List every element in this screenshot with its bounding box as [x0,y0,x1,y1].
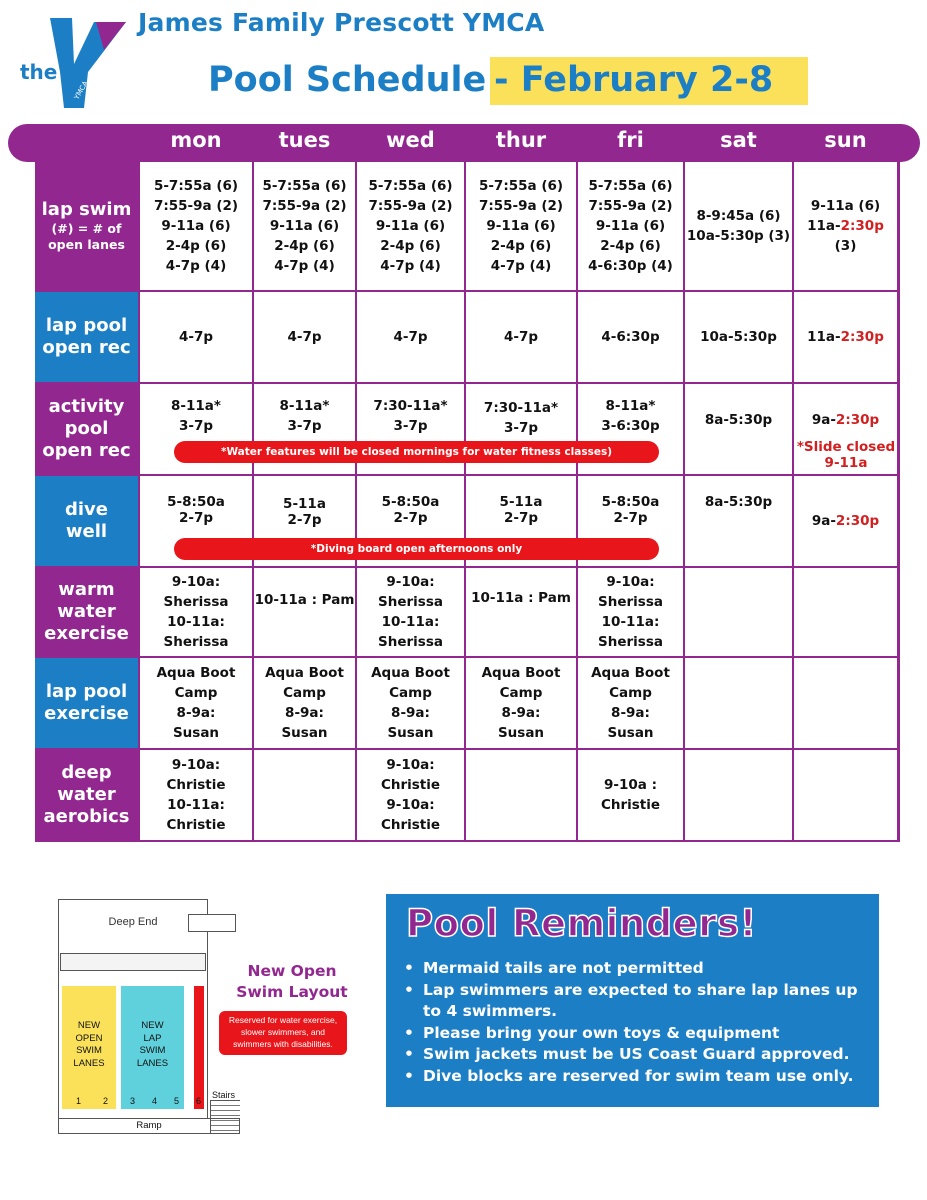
cell-warm-water-sat [685,568,792,656]
cell-lap-swim-fri: 5-7:55a (6) 7:55-9a (2) 9-11a (6) 2-4p (6) 4-6:30p (4) [578,162,683,290]
reminders-list [400,958,875,1087]
stairs-label: Stairs [212,1090,236,1100]
cell-dive-wed: 5-8:50a 2-7p [357,476,464,566]
lane-number: 1 [76,1096,82,1106]
cell-open-rec-thur: 4-7p [466,292,576,382]
cell-open-rec-wed: 4-7p [357,292,464,382]
day-fri: fri [617,128,644,152]
logo-sub: YMCA [72,79,90,101]
cell-lap-exercise-sun [794,658,897,748]
row-label-warm-water: warm water exercise [35,568,138,656]
row-label-lap-pool-open-rec: lap pool open rec [35,292,138,382]
pool-divider-bar [60,953,206,971]
cell-activity-fri: 8-11a* 3-6:30p [578,384,683,474]
cell-activity-thur: 7:30-11a* 3-7p [466,384,576,474]
cell-open-rec-sun: 11a-2:30p [794,292,897,382]
slide-closed-note: *Slide closed 9-11a [796,439,896,471]
cell-warm-water-thur: 10-11a : Pam [466,568,576,656]
cell-deep-water-fri: 9-10a : Christie [578,750,683,840]
water-features-banner: *Water features will be closed mornings for water fitness classes) [174,441,659,463]
cell-lap-exercise-mon: Aqua Boot Camp 8-9a: Susan [140,658,252,748]
diving-board-shape [188,914,236,932]
reserved-lane [194,986,204,1109]
cell-activity-tues: 8-11a* 3-7p [254,384,355,474]
cell-lap-exercise-wed: Aqua Boot Camp 8-9a: Susan [357,658,464,748]
cell-open-rec-mon: 4-7p [140,292,252,382]
cell-lap-exercise-thur: Aqua Boot Camp 8-9a: Susan [466,658,576,748]
cell-dive-sat: 8a-5:30p [685,476,792,566]
ramp-label: Ramp [58,1118,240,1134]
cell-deep-water-sat [685,750,792,840]
cell-dive-thur: 5-11a 2-7p [466,476,576,566]
cell-activity-sat: 8a-5:30p [685,384,792,474]
lane-number: 5 [174,1096,180,1106]
cell-deep-water-mon: 9-10a: Christie 10-11a: Christie [140,750,252,840]
day-sat: sat [720,128,757,152]
cell-lap-swim-wed: 5-7:55a (6) 7:55-9a (2) 9-11a (6) 2-4p (6) 4-7p (4) [357,162,464,290]
cell-dive-sun: 9a-2:30p [794,476,897,566]
cell-dive-tues: 5-11a 2-7p [254,476,355,566]
cell-lap-swim-mon: 5-7:55a (6) 7:55-9a (2) 9-11a (6) 2-4p (6) 4-7p (4) [140,162,252,290]
reminder-item: • Mermaid tails are not permitted [400,958,875,980]
cell-lap-exercise-sat [685,658,792,748]
cell-lap-swim-sun: 9-11a (6) 11a-2:30p (3) [794,162,897,290]
schedule-title: Pool Schedule [208,60,487,100]
date-range: - February 2-8 [494,60,774,100]
new-layout-title: New Open Swim Layout [236,962,348,1001]
row-label-lap-swim: lap swim (#) = # of open lanes [35,162,138,290]
cell-open-rec-tues: 4-7p [254,292,355,382]
reserved-note: Reserved for water exercise, slower swimmers, and swimmers with disabilities. [219,1011,347,1055]
cell-lap-swim-tues: 5-7:55a (6) 7:55-9a (2) 9-11a (6) 2-4p (6) 4-7p (4) [254,162,355,290]
cell-dive-mon: 5-8:50a 2-7p [140,476,252,566]
reminders-title: Pool Reminders! [406,902,757,945]
logo-the: the [20,60,58,84]
open-swim-lanes-label: NEW OPEN SWIM LANES [73,1020,105,1069]
cell-open-rec-fri: 4-6:30p [578,292,683,382]
cell-activity-wed: 7:30-11a* 3-7p [357,384,464,474]
deep-end-label: Deep End [108,916,158,928]
cell-deep-water-tues [254,750,355,840]
reminder-item: • Lap swimmers are expected to share lap lanes up to 4 swimmers. [400,980,875,1023]
ymca-logo [14,14,134,110]
lap-swim-lanes-label: NEW LAP SWIM LANES [136,1020,169,1069]
reminder-item: • Swim jackets must be US Coast Guard approved. [400,1044,875,1066]
cell-warm-water-mon: 9-10a: Sherissa 10-11a: Sherissa [140,568,252,656]
lane-number: 3 [130,1096,136,1106]
cell-lap-swim-sat: 8-9:45a (6) 10a-5:30p (3) [685,162,792,290]
reminder-item: • Dive blocks are reserved for swim team use only. [400,1066,875,1088]
cell-dive-fri: 5-8:50a 2-7p [578,476,683,566]
cell-warm-water-tues: 10-11a : Pam [254,568,355,656]
row-label-deep-water: deep water aerobics [35,750,138,840]
cell-lap-exercise-tues: Aqua Boot Camp 8-9a: Susan [254,658,355,748]
day-mon: mon [170,128,222,152]
cell-deep-water-wed: 9-10a: Christie 9-10a: Christie [357,750,464,840]
cell-open-rec-sat: 10a-5:30p [685,292,792,382]
cell-activity-sun: 9a-2:30p [794,384,897,474]
diving-board-banner: *Diving board open afternoons only [174,538,659,560]
cell-warm-water-sun [794,568,897,656]
row-label-dive-well: dive well [35,476,138,566]
lane-number: 4 [152,1096,158,1106]
day-thur: thur [495,128,547,152]
reminder-item: • Please bring your own toys & equipment [400,1023,875,1045]
row-label-lap-pool-exercise: lap pool exercise [35,658,138,748]
cell-activity-mon: 8-11a* 3-7p [140,384,252,474]
day-tues: tues [278,128,331,152]
lane-number: 6 [196,1096,202,1106]
cell-lap-swim-thur: 5-7:55a (6) 7:55-9a (2) 9-11a (6) 2-4p (6) 4-7p (4) [466,162,576,290]
cell-deep-water-thur [466,750,576,840]
lane-number: 2 [103,1096,109,1106]
day-sun: sun [824,128,867,152]
day-wed: wed [386,128,435,152]
cell-lap-exercise-fri: Aqua Boot Camp 8-9a: Susan [578,658,683,748]
cell-warm-water-wed: 9-10a: Sherissa 10-11a: Sherissa [357,568,464,656]
row-label-activity-pool: activity pool open rec [35,384,138,474]
cell-deep-water-sun [794,750,897,840]
org-title: James Family Prescott YMCA [138,8,545,37]
cell-warm-water-fri: 9-10a: Sherissa 10-11a: Sherissa [578,568,683,656]
